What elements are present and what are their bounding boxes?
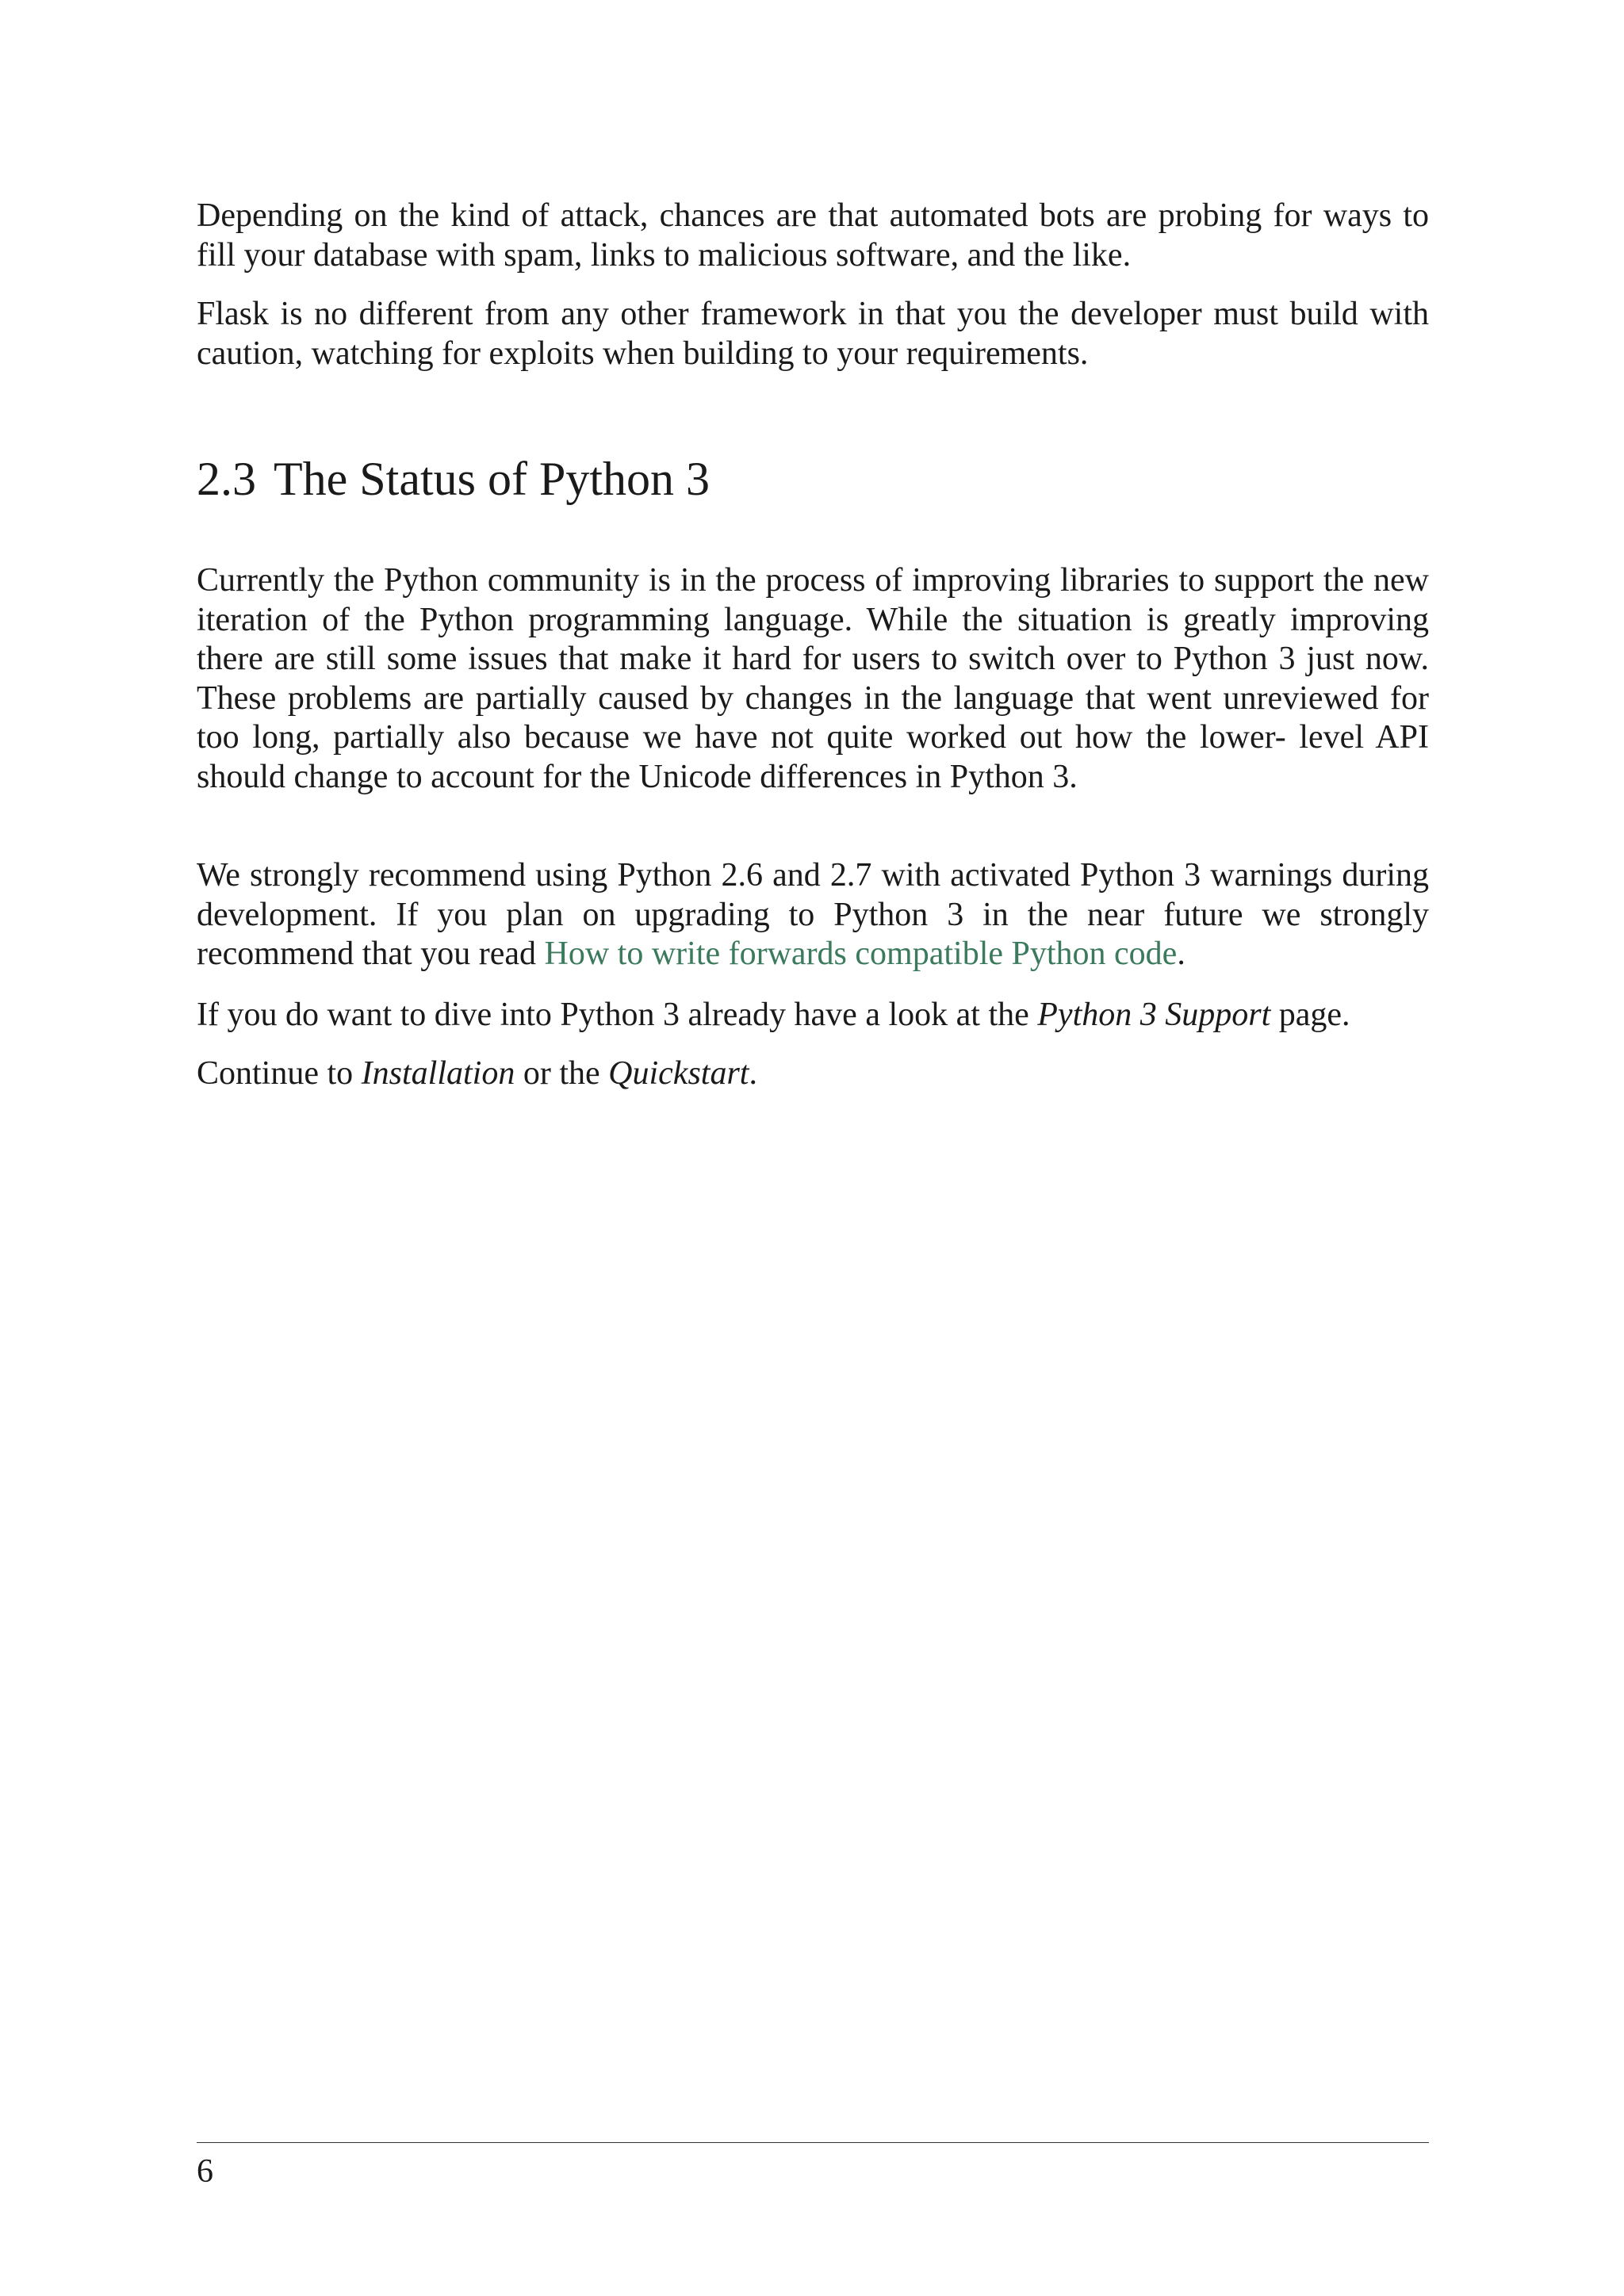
- footer-rule: [197, 2142, 1429, 2143]
- page-number: 6: [197, 2153, 213, 2190]
- python3-support-reference[interactable]: Python 3 Support: [1037, 997, 1271, 1033]
- paragraph-text: page.: [1270, 997, 1350, 1033]
- document-page: [197, 0, 1429, 2296]
- paragraph-text: or the: [515, 1055, 609, 1092]
- section-heading: [197, 447, 1429, 511]
- forwards-compatible-link[interactable]: How to write forwards compatible Python code: [544, 936, 1178, 972]
- paragraph-text: .: [1177, 936, 1185, 972]
- paragraph-text: .: [749, 1055, 757, 1092]
- paragraph-text: If you do want to dive into Python 3 already have a look at the: [197, 997, 1038, 1033]
- paragraph-continue: [197, 1054, 1429, 1094]
- paragraph-python3-status: Currently the Python community is in the process of improving libraries to support the new iteration of the Python programming language. While the situation is greatly improving there are still some issues that make it hard for users to switch over to Python 3 just now. These problems are partially caused by changes in the language that went unreviewed for too long, partially also because we have not quite worked out how the lower- level API should change to account for the Unicode differences in Python 3.: [197, 562, 1429, 795]
- paragraph-attack-bots: Depending on the kind of attack, chances are that automated bots are probing for ways to fill your database with spam, links to malicious software, and the like.: [197, 197, 1429, 274]
- paragraph-recommendation: [197, 856, 1429, 974]
- paragraph-python3-support: [197, 996, 1429, 1035]
- paragraph-text: We strongly recommend using Python 2.6 and 2.7 with activated Python 3 warnings during development. If you plan on upgrading to Python 3 in the near future we strongly recommend that you read: [197, 857, 1429, 972]
- paragraph-text: Continue to: [197, 1055, 362, 1092]
- paragraph-flask-caution: Flask is no different from any other framework in that you the developer must build with caution, watching for exploits when building to your requirements.: [197, 296, 1429, 372]
- section-number: 2.3: [197, 453, 256, 505]
- quickstart-reference[interactable]: Quickstart: [608, 1055, 749, 1092]
- installation-reference[interactable]: Installation: [361, 1055, 515, 1092]
- section-title: The Status of Python 3: [274, 453, 710, 505]
